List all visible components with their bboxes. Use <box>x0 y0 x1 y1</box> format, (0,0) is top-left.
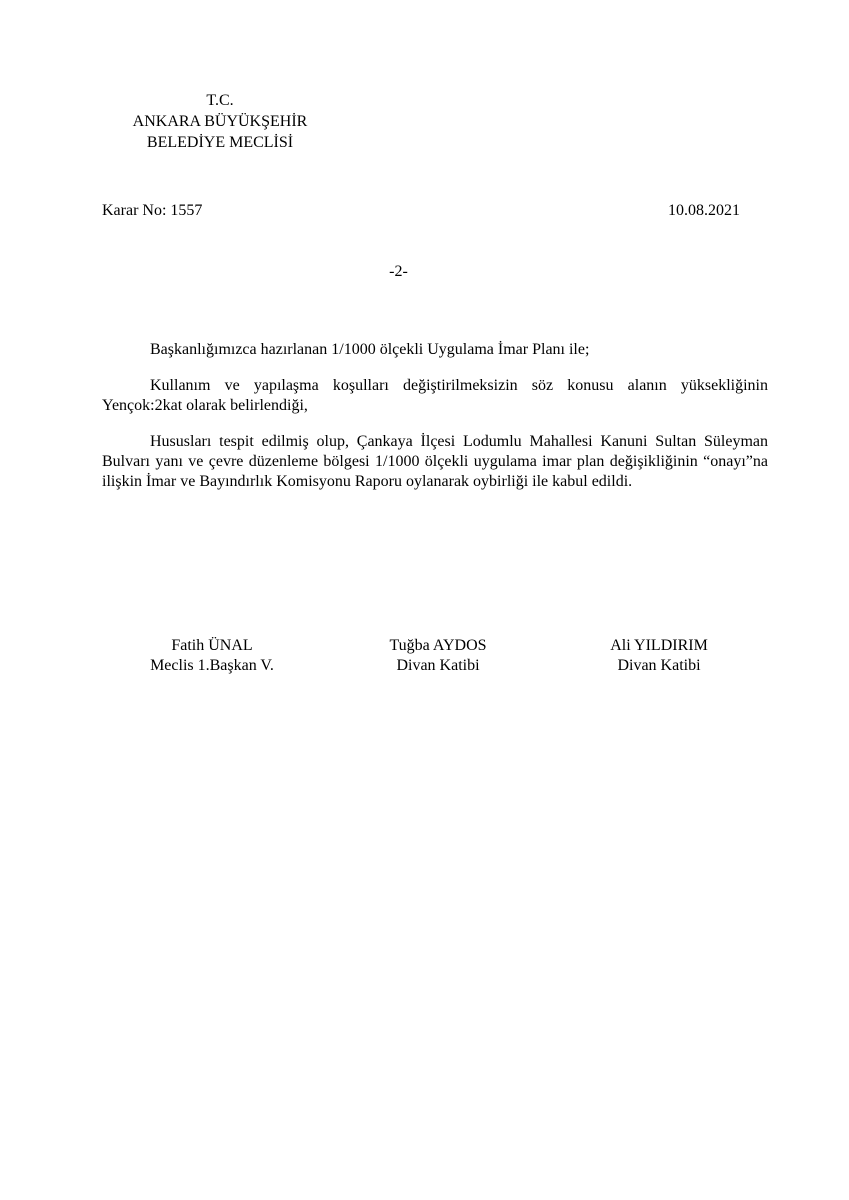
signer-title: Meclis 1.Başkan V. <box>150 657 274 674</box>
signer-name: Fatih ÜNAL <box>171 637 253 654</box>
paragraph-conditions: Kullanım ve yapılaşma koşulları değiştirilmeksizin söz konusu alanın yüksekliğinin Yençok:2kat olarak belirlendiği, <box>102 377 768 414</box>
header-country: T.C. <box>206 92 234 109</box>
signature-block <box>102 636 768 686</box>
page-number: -2- <box>389 263 408 280</box>
header-council: BELEDİYE MECLİSİ <box>146 134 294 151</box>
decision-meta <box>102 202 740 224</box>
signer-name: Ali YILDIRIM <box>610 637 708 654</box>
signer-president <box>102 636 322 676</box>
signer-name: Tuğba AYDOS <box>389 637 487 654</box>
header-municipality: ANKARA BÜYÜKŞEHİR <box>132 113 308 130</box>
decision-number: Karar No: 1557 <box>102 202 203 219</box>
signer-secretary-2 <box>549 636 769 676</box>
document-header <box>110 90 330 153</box>
decision-date: 10.08.2021 <box>668 202 740 219</box>
signer-title: Divan Katibi <box>396 657 480 674</box>
paragraph-resolution: Hususları tespit edilmiş olup, Çankaya İlçesi Lodumlu Mahallesi Kanuni Sultan Süleyman Bulvarı yanı ve çevre düzenleme bölgesi 1/1000 ölçekli uygulama imar plan değişikliğinin “onayı”na ilişkin İmar ve Bayındırlık Komisyonu Raporu oylanarak oybirliği ile kabul edildi. <box>102 433 768 490</box>
decision-body <box>102 340 768 508</box>
signer-title: Divan Katibi <box>617 657 701 674</box>
paragraph-intro: Başkanlığımızca hazırlanan 1/1000 ölçekli Uygulama İmar Planı ile; <box>150 341 590 358</box>
signer-secretary-1 <box>328 636 548 676</box>
